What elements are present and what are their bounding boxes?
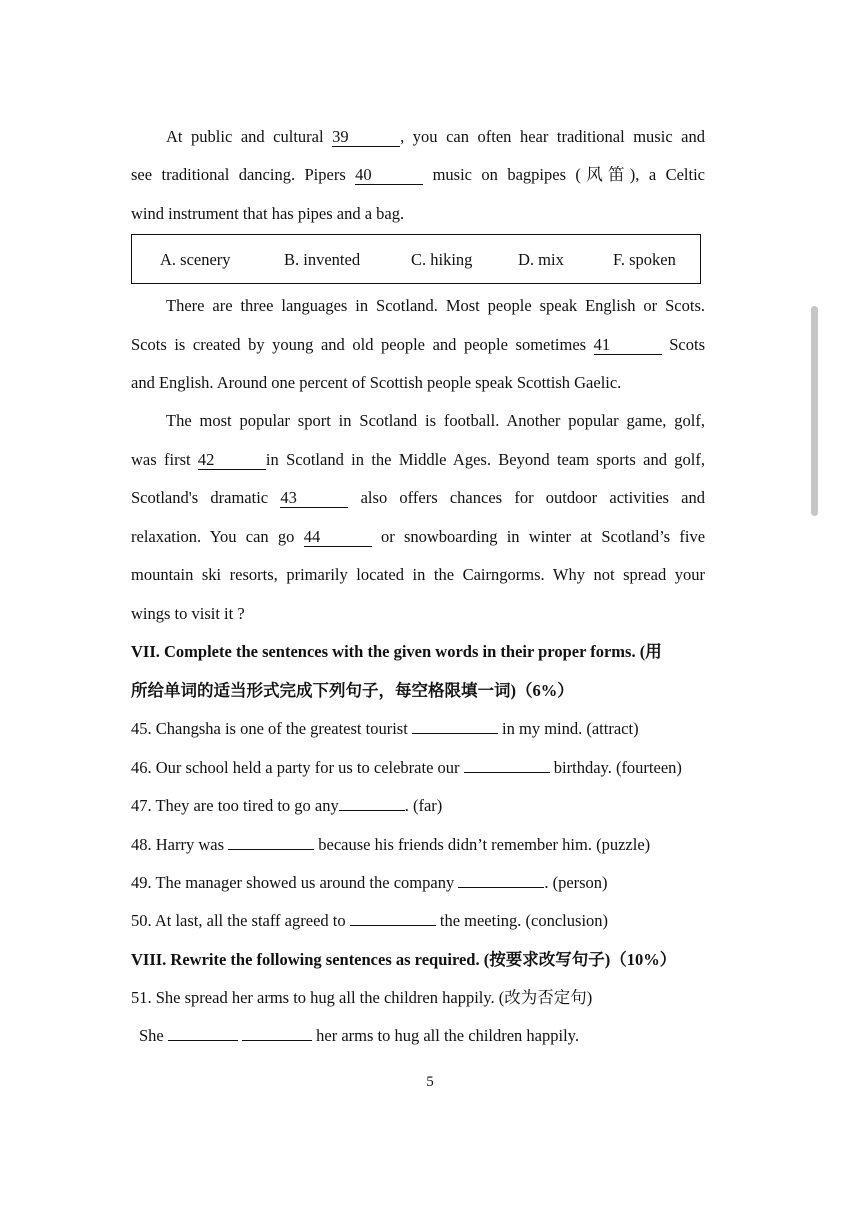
question-text: 46. Our school held a party for us to celebrate our xyxy=(131,758,460,777)
passage-line xyxy=(131,527,705,547)
passage-text: music on bagpipes (风笛), a Celtic xyxy=(432,165,705,184)
question-text: the meeting. (conclusion) xyxy=(439,911,609,930)
passage-line: mountain ski resorts, primarily located in the Cairngorms. Why not spread your xyxy=(131,565,705,584)
blank-number: 40 xyxy=(355,165,372,184)
question-48 xyxy=(131,835,705,855)
passage-line: wind instrument that has pipes and a bag. xyxy=(131,204,405,223)
blank-39[interactable] xyxy=(332,128,400,147)
blank-number: 42 xyxy=(197,450,215,469)
answer-blank-51a[interactable] xyxy=(168,1040,238,1041)
answer-blank-46[interactable] xyxy=(464,772,550,773)
blank-43[interactable] xyxy=(280,489,348,508)
section-7-heading: VII. Complete the sentences with the given words in their proper forms. (用 xyxy=(131,642,662,661)
blank-40[interactable] xyxy=(355,166,423,185)
vertical-scrollbar[interactable] xyxy=(811,306,818,516)
question-49 xyxy=(131,873,705,893)
passage-line xyxy=(131,335,705,355)
answer-text: her arms to hug all the children happily. xyxy=(316,1026,579,1045)
option-c: C. hiking xyxy=(411,250,473,269)
question-text: birthday. (fourteen) xyxy=(553,758,682,777)
answer-blank-45[interactable] xyxy=(412,733,498,734)
passage-text: Scotland's dramatic xyxy=(131,488,269,507)
blank-number: 39 xyxy=(332,127,349,146)
blank-41[interactable] xyxy=(594,336,662,355)
passage-text: relaxation. You can go xyxy=(131,527,295,546)
passage-line: There are three languages in Scotland. Most people speak English or Scots. xyxy=(166,296,705,315)
passage-line xyxy=(131,165,705,185)
option-a: A. scenery xyxy=(160,250,231,269)
question-text: . (far) xyxy=(404,796,443,815)
passage-text: was first xyxy=(131,450,191,469)
blank-44[interactable] xyxy=(304,528,372,547)
page-number: 5 xyxy=(426,1074,434,1090)
question-text: 49. The manager showed us around the company xyxy=(131,873,455,892)
option-b: B. invented xyxy=(284,250,361,269)
question-text: 45. Changsha is one of the greatest tourist xyxy=(131,719,408,738)
answer-blank-49[interactable] xyxy=(458,887,544,888)
question-text: 47. They are too tired to go any xyxy=(131,796,339,815)
question-text: because his friends didn’t remember him. (puzzle) xyxy=(318,835,651,854)
option-f: F. spoken xyxy=(613,250,676,269)
passage-line: wings to visit it ? xyxy=(131,604,245,623)
passage-line: and English. Around one percent of Scottish people speak Scottish Gaelic. xyxy=(131,373,622,392)
passage-text: in Scotland in the Middle Ages. Beyond team sports and golf, xyxy=(265,450,705,469)
passage-text: Scots xyxy=(669,335,706,354)
blank-number: 44 xyxy=(303,527,321,546)
passage-text: see traditional dancing. Pipers xyxy=(131,165,346,184)
option-d: D. mix xyxy=(518,250,564,269)
question-50 xyxy=(131,911,705,931)
section-7-heading-cont: 所给单词的适当形式完成下列句子，每空格限填一词)（6%） xyxy=(131,681,574,700)
answer-blank-48[interactable] xyxy=(228,849,314,850)
answer-line-51 xyxy=(139,1026,713,1046)
question-text: . (person) xyxy=(544,873,608,892)
passage-text: also offers chances for outdoor activities and xyxy=(360,488,706,507)
word-options-box xyxy=(131,234,701,284)
question-text: 48. Harry was xyxy=(131,835,225,854)
question-47 xyxy=(131,796,705,816)
blank-number: 41 xyxy=(593,335,611,354)
answer-text: She xyxy=(139,1026,164,1045)
answer-blank-47[interactable] xyxy=(339,810,405,811)
passage-text: or snowboarding in winter at Scotland’s five xyxy=(380,527,706,546)
question-text: in my mind. (attract) xyxy=(502,719,639,738)
passage-line xyxy=(131,488,705,508)
answer-blank-50[interactable] xyxy=(350,925,436,926)
blank-42[interactable] xyxy=(198,451,266,470)
answer-blank-51b[interactable] xyxy=(242,1040,312,1041)
passage-line xyxy=(131,450,705,470)
passage-line: The most popular sport in Scotland is football. Another popular game, golf, xyxy=(166,411,705,430)
passage-line xyxy=(166,127,705,147)
passage-text: At public and cultural xyxy=(166,127,324,146)
passage-text: Scots is created by young and old people and people sometimes xyxy=(131,335,587,354)
question-text: 50. At last, all the staff agreed to xyxy=(131,911,346,930)
question-45 xyxy=(131,719,705,739)
blank-number: 43 xyxy=(280,488,297,507)
question-46 xyxy=(131,758,705,778)
passage-text: , you can often hear traditional music and xyxy=(400,127,705,146)
question-51: 51. She spread her arms to hug all the children happily. (改为否定句) xyxy=(131,988,593,1007)
section-8-heading: VIII. Rewrite the following sentences as required. (按要求改写句子)（10%） xyxy=(131,950,677,969)
